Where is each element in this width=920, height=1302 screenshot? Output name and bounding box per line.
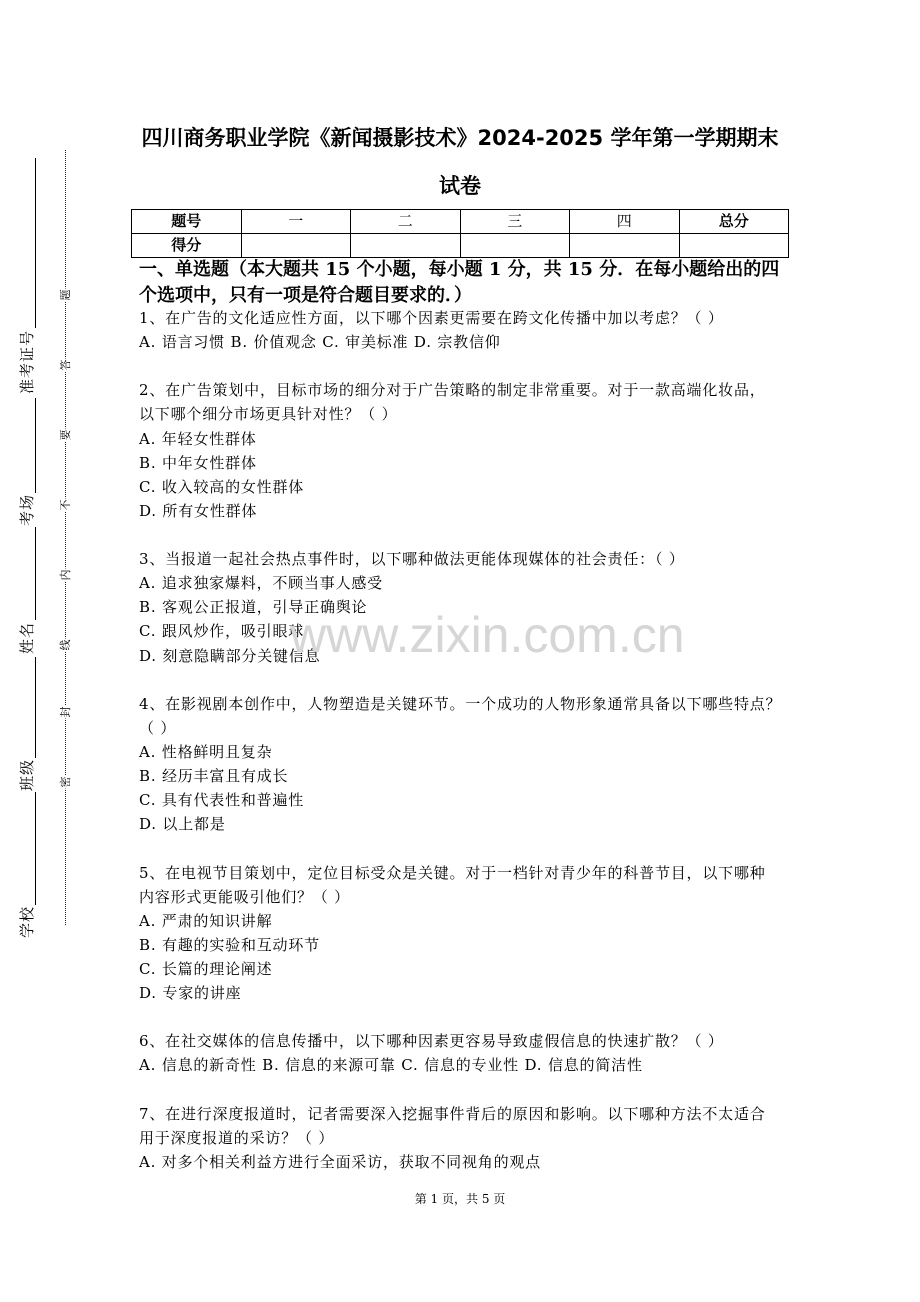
binding-underline <box>35 792 36 905</box>
question-stem: （ ） <box>139 718 177 737</box>
seal-char: 内 <box>57 569 75 582</box>
seal-char: 密 <box>57 776 75 789</box>
binding-underline <box>35 398 36 493</box>
class-label: 班级 <box>18 758 36 792</box>
question-stem: 6、在社交媒体的信息传播中，以下哪种因素更容易导致虚假信息的快速扩散？（ ） <box>139 1032 724 1051</box>
question-stem: 内容形式更能吸引他们？（ ） <box>139 887 350 906</box>
binding-underline <box>35 527 36 620</box>
question-option: C. 跟风炒作，吸引眼球 <box>139 622 305 641</box>
question-6 <box>139 1029 799 1077</box>
score-header-cell: 二 <box>351 210 461 234</box>
section-heading: 一、单选题（本大题共 15 个小题，每小题 1 分，共 15 分．在每小题给出的四 <box>139 259 780 280</box>
score-header-cell: 一 <box>241 210 351 234</box>
exam-room-label: 考场 <box>18 493 36 527</box>
question-7 <box>139 1102 799 1174</box>
question-stem: 1、在广告的文化适应性方面，以下哪个因素更需要在跨文化传播中加以考虑？（ ） <box>139 309 724 327</box>
question-option: C. 长篇的理论阐述 <box>139 959 273 978</box>
seal-char: 不 <box>57 499 75 512</box>
question-option: D. 刻意隐瞒部分关键信息 <box>139 646 321 665</box>
score-header-cell: 三 <box>460 210 570 234</box>
score-table <box>131 209 789 258</box>
name-label: 姓名 <box>18 621 36 655</box>
ticket-number-label: 准考证号 <box>18 329 36 395</box>
score-header-cell: 四 <box>570 210 680 234</box>
seal-char: 封 <box>57 706 75 719</box>
question-stem: 2、在广告策划中，目标市场的细分对于广告策略的制定非常重要。对于一款高端化妆品， <box>139 381 766 400</box>
question-stem: 用于深度报道的采访？（ ） <box>139 1128 335 1147</box>
question-stem: 7、在进行深度报道时，记者需要深入挖掘事件背后的原因和影响。以下哪种方法不太适合 <box>139 1104 766 1123</box>
seal-char: 答 <box>57 359 75 372</box>
score-cell <box>570 234 680 258</box>
score-header-cell: 总分 <box>679 210 789 234</box>
binding-underline <box>35 657 36 758</box>
question-stem: 4、在影视剧本创作中，人物塑造是关键环节。一个成功的人物形象通常具备以下哪些特点？ <box>139 694 782 713</box>
seal-dotted-line <box>65 150 66 925</box>
exam-title-continued: 试卷 <box>439 174 481 198</box>
question-options: A. 语言习惯 B. 价值观念 C. 审美标准 D. 宗教信仰 <box>139 333 501 352</box>
question-option: D. 以上都是 <box>139 815 226 834</box>
score-row <box>132 234 789 258</box>
seal-char: 题 <box>57 289 75 302</box>
question-stem: 5、在电视节目策划中，定位目标受众是关键。对于一档针对青少年的科普节目，以下哪种 <box>139 863 766 882</box>
seal-char: 线 <box>57 639 75 652</box>
question-option: C. 收入较高的女性群体 <box>139 477 305 496</box>
question-option: B. 经历丰富且有成长 <box>139 767 289 786</box>
question-option: D. 专家的讲座 <box>139 984 242 1003</box>
question-option: A. 追求独家爆料，不顾当事人感受 <box>139 574 383 593</box>
question-option: C. 具有代表性和普遍性 <box>139 791 305 810</box>
question-1 <box>139 306 799 354</box>
score-cell <box>460 234 570 258</box>
page-footer: 第 1 页，共 5 页 <box>414 1192 506 1206</box>
score-header-cell: 题号 <box>132 210 242 234</box>
question-2 <box>139 378 799 523</box>
question-option: D. 所有女性群体 <box>139 501 258 520</box>
question-option: A. 性格鲜明且复杂 <box>139 742 273 761</box>
school-label: 学校 <box>18 905 36 939</box>
question-option: A. 年轻女性群体 <box>139 429 257 448</box>
seal-char: 要 <box>57 429 75 442</box>
question-option: B. 有趣的实验和互动环节 <box>139 935 320 954</box>
score-row-label: 得分 <box>132 234 242 258</box>
question-option: A. 对多个相关利益方进行全面采访，获取不同视角的观点 <box>139 1152 541 1171</box>
question-4 <box>139 692 799 837</box>
question-option: B. 客观公正报道，引导正确舆论 <box>139 598 368 617</box>
question-list <box>139 306 799 1174</box>
question-5 <box>139 861 799 1006</box>
section-heading-continued: 个选项中，只有一项是符合题目要求的．） <box>139 285 472 306</box>
question-stem: 以下哪个细分市场更具针对性？（ ） <box>139 405 398 424</box>
score-cell <box>351 234 461 258</box>
question-stem: 3、当报道一起社会热点事件时，以下哪种做法更能体现媒体的社会责任：（ ） <box>139 550 685 569</box>
question-options: A. 信息的新奇性 B. 信息的来源可靠 C. 信息的专业性 D. 信息的简洁性 <box>139 1056 643 1075</box>
score-cell <box>241 234 351 258</box>
question-option: B. 中年女性群体 <box>139 453 257 472</box>
score-header-row <box>132 210 789 234</box>
exam-title: 四川商务职业学院《新闻摄影技术》2024-2025 学年第一学期期末 <box>141 126 779 150</box>
watermark: www.zixin.com.cn <box>290 607 685 663</box>
question-option: A. 严肃的知识讲解 <box>139 911 273 930</box>
score-cell <box>679 234 789 258</box>
